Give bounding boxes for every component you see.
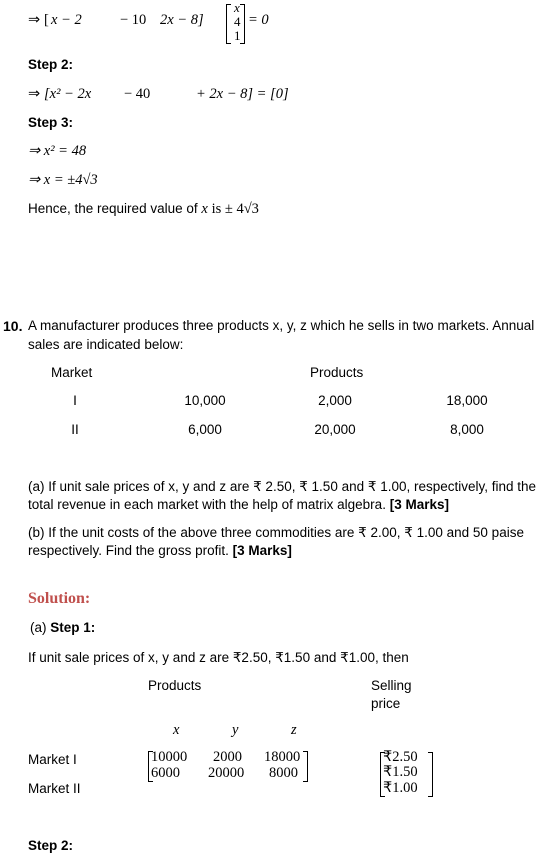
column-matrix-entry-3: 1 [234,28,241,43]
price-cell: ₹1.00 [383,780,418,796]
selling-price-label-line-1: Selling [371,678,412,693]
conclusion-value: is ± 4√3 [211,201,259,217]
question-text-line-1: A manufacturer produces three products x, y, z which he sells in two markets. Annual [28,318,535,333]
matrix-right-bracket [303,751,308,782]
matrix-cell: 8000 [269,765,298,781]
equation-x-squared: ⇒ x² = 48 [28,143,87,159]
table-header-products: Products [310,365,364,380]
solution-heading: Solution: [28,590,91,607]
column-matrix-entry-1: x [234,0,240,15]
matrix-cell: 6000 [151,765,180,781]
implies-arrow: ⇒ [28,12,41,28]
market-cell: I [73,393,77,408]
row-matrix-entry-2: − 10 [120,12,147,28]
step-2-entry-2: − 40 [124,86,151,102]
market-1-label: Market I [28,752,77,767]
value-cell: 6,000 [188,422,222,437]
part-b-line-2 [28,543,292,558]
solution-intro: If unit sale prices of x, y and z are ₹2.50, ₹1.50 and ₹1.00, then [28,650,409,665]
price-right-bracket [428,752,433,797]
part-a-line-1: (a) If unit sale prices of x, y and z are ₹ 2.50, ₹ 1.50 and ₹ 1.00, respectively, find the [28,479,537,494]
conclusion-text: Hence, the required value of [28,201,198,216]
value-cell: 18,000 [446,393,488,408]
conclusion-variable: x [201,201,208,217]
column-matrix-right-bracket [240,4,245,44]
part-a-step-1 [30,620,95,635]
row-matrix-bracket: [ [44,12,49,28]
selling-price-label-line-2: price [371,696,401,711]
step-3-label: Step 3: [28,115,74,130]
column-matrix-left-bracket [226,4,231,44]
market-cell: II [71,422,79,437]
table-header-market: Market [51,365,93,380]
implies-arrow: ⇒ [28,86,41,102]
row-matrix-entry-1: x − 2 [51,12,82,28]
step-2-entry-3: + 2x − 8] = [0] [196,86,289,102]
value-cell: 8,000 [450,422,484,437]
price-cell: ₹1.50 [383,764,418,780]
matrix-cell: 18000 [264,749,301,765]
step-2-label: Step 2: [28,838,74,853]
question-number: 10. [3,318,23,334]
question-text-line-2: sales are indicated below: [28,337,184,352]
column-label-x: x [173,722,180,738]
matrix-cell: 10000 [151,749,188,765]
equals-zero: = 0 [248,12,269,28]
column-matrix-entry-2: 4 [234,14,241,29]
products-label: Products [148,678,202,693]
matrix-cell: 2000 [213,749,242,765]
column-label-y: y [232,722,239,738]
value-cell: 20,000 [314,422,356,437]
conclusion [28,201,259,218]
row-matrix-entry-3: 2x − 8] [160,12,204,28]
step-1-label: Step 1: [50,620,96,635]
price-cell: ₹2.50 [383,749,418,765]
part-a-text: total revenue in each market with the help of matrix algebra. [28,497,386,512]
equation-x-value: ⇒ x = ±4√3 [28,172,98,188]
part-a-marks: [3 Marks] [389,497,449,512]
part-b-text: respectively. Find the gross profit. [28,543,229,558]
part-b-marks: [3 Marks] [232,543,292,558]
value-cell: 10,000 [184,393,226,408]
market-2-label: Market II [28,781,81,796]
matrix-cell: 20000 [208,765,245,781]
part-a-line-2 [28,497,449,512]
column-label-z: z [291,722,297,738]
step-2-entry-1: [x² − 2x [44,86,92,102]
value-cell: 2,000 [318,393,352,408]
step-2-label: Step 2: [28,57,74,72]
part-b-line-1: (b) If the unit costs of the above three commodities are ₹ 2.00, ₹ 1.00 and 50 paise [28,525,524,540]
part-a-prefix: (a) [30,620,47,635]
